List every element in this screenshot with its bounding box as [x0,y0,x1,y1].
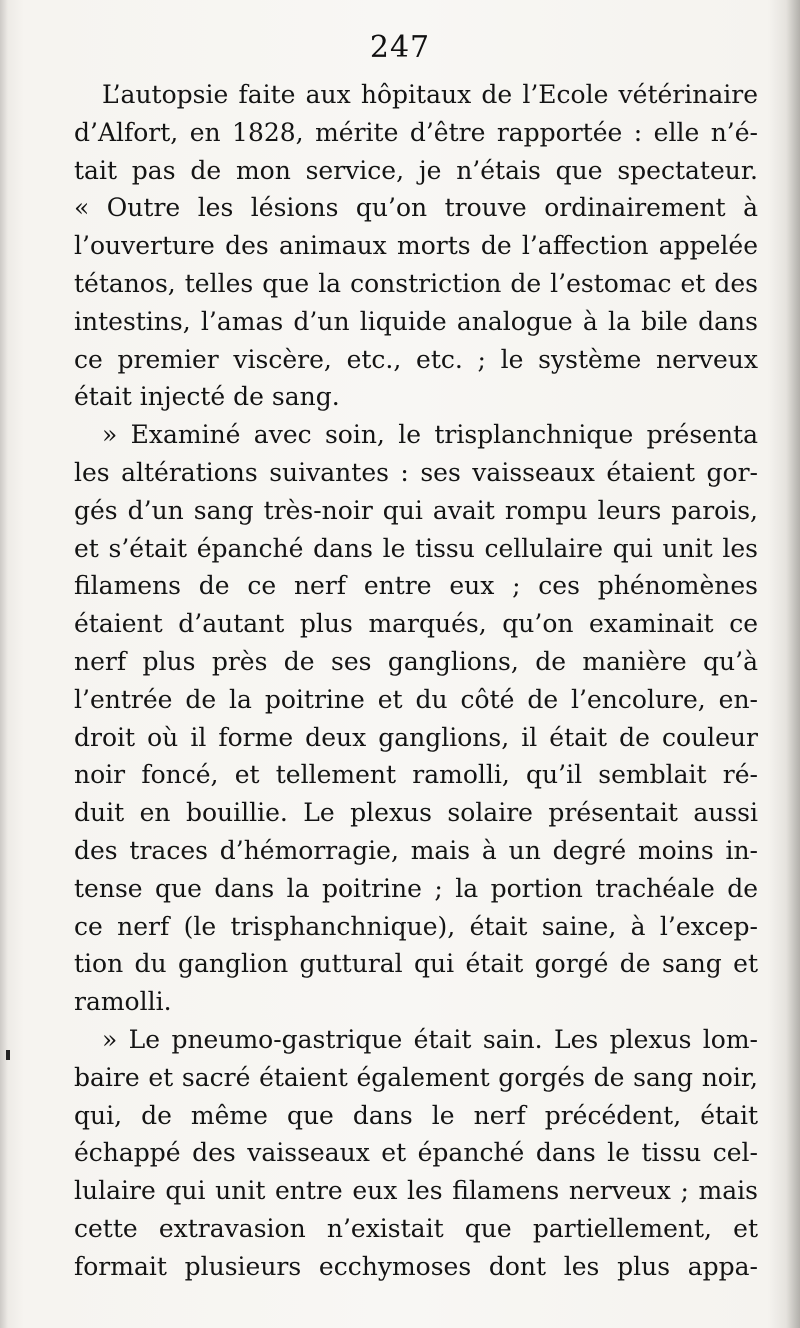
text-line: tense que dans la poitrine ; la portion trachéale de [74,873,758,903]
text-line: était injecté de sang. [74,382,340,412]
text-line: tétanos, telles que la constriction de l’estomac et des [74,268,758,298]
text-line: et s’était épanché dans le tissu cellulaire qui unit les [74,533,758,563]
text-line: L’autopsie faite aux hôpitaux de l’Ecole vétérinaire [102,80,758,109]
text-line: tait pas de mon service, je n’étais que spectateur. [74,155,758,185]
text-line: gés d’un sang très-noir qui avait rompu leurs parois, [74,495,758,525]
text-line: l’entrée de la poitrine et du côté de l’encolure, en- [74,684,758,714]
text-line: duit en bouillie. Le plexus solaire présentait aussi [74,798,758,828]
text-line: filamens de ce nerf entre eux ; ces phénomènes [74,571,758,601]
text-line: l’ouverture des animaux morts de l’affection appelée [74,231,758,261]
text-line: nerf plus près de ses ganglions, de manière qu’à [74,646,758,676]
text-line: ce premier viscère, etc., etc. ; le système nerveux [74,344,758,374]
text-line: des traces d’hémorragie, mais à un degré moins in- [74,835,758,865]
text-line: « Outre les lésions qu’on trouve ordinairement à [74,193,758,223]
text-line: » Le pneumo-gastrique était sain. Les plexus lom- [102,1024,758,1054]
text-line: formait plusieurs ecchymoses dont les plus appa- [74,1251,758,1281]
text-line: intestins, l’amas d’un liquide analogue à la bile dans [74,306,758,336]
text-line: qui, de même que dans le nerf précédent, était [74,1100,758,1130]
page-gutter-shadow [0,0,8,1328]
text-line: noir foncé, et tellement ramolli, qu’il semblait ré- [74,760,758,790]
page-number: 247 [369,30,431,65]
body-text [74,76,758,1286]
text-line: ce nerf (le trisphanchnique), était saine, à l’excep- [74,911,758,941]
text-line: ramolli. [74,987,172,1017]
text-line: tion du ganglion guttural qui était gorgé de sang et [74,949,758,979]
text-line: droit où il forme deux ganglions, il était de couleur [74,722,758,752]
text-line: échappé des vaisseaux et épanché dans le tissu cel- [74,1138,758,1168]
text-line: baire et sacré étaient également gorgés de sang noir, [74,1062,758,1092]
text-line: d’Alfort, en 1828, mérite d’être rapportée : elle n’é- [74,117,758,147]
text-line: lulaire qui unit entre eux les filamens nerveux ; mais [74,1176,758,1206]
text-line: étaient d’autant plus marqués, qu’on examinait ce [74,609,758,639]
text-line: » Examiné avec soin, le trisplanchnique présenta [102,420,758,450]
text-line: les altérations suivantes : ses vaisseaux étaient gor- [74,457,758,487]
margin-ink-mark [6,1050,10,1060]
page-edge-shadow [786,0,800,1328]
text-line: cette extravasion n’existait que partiellement, et [74,1213,758,1243]
